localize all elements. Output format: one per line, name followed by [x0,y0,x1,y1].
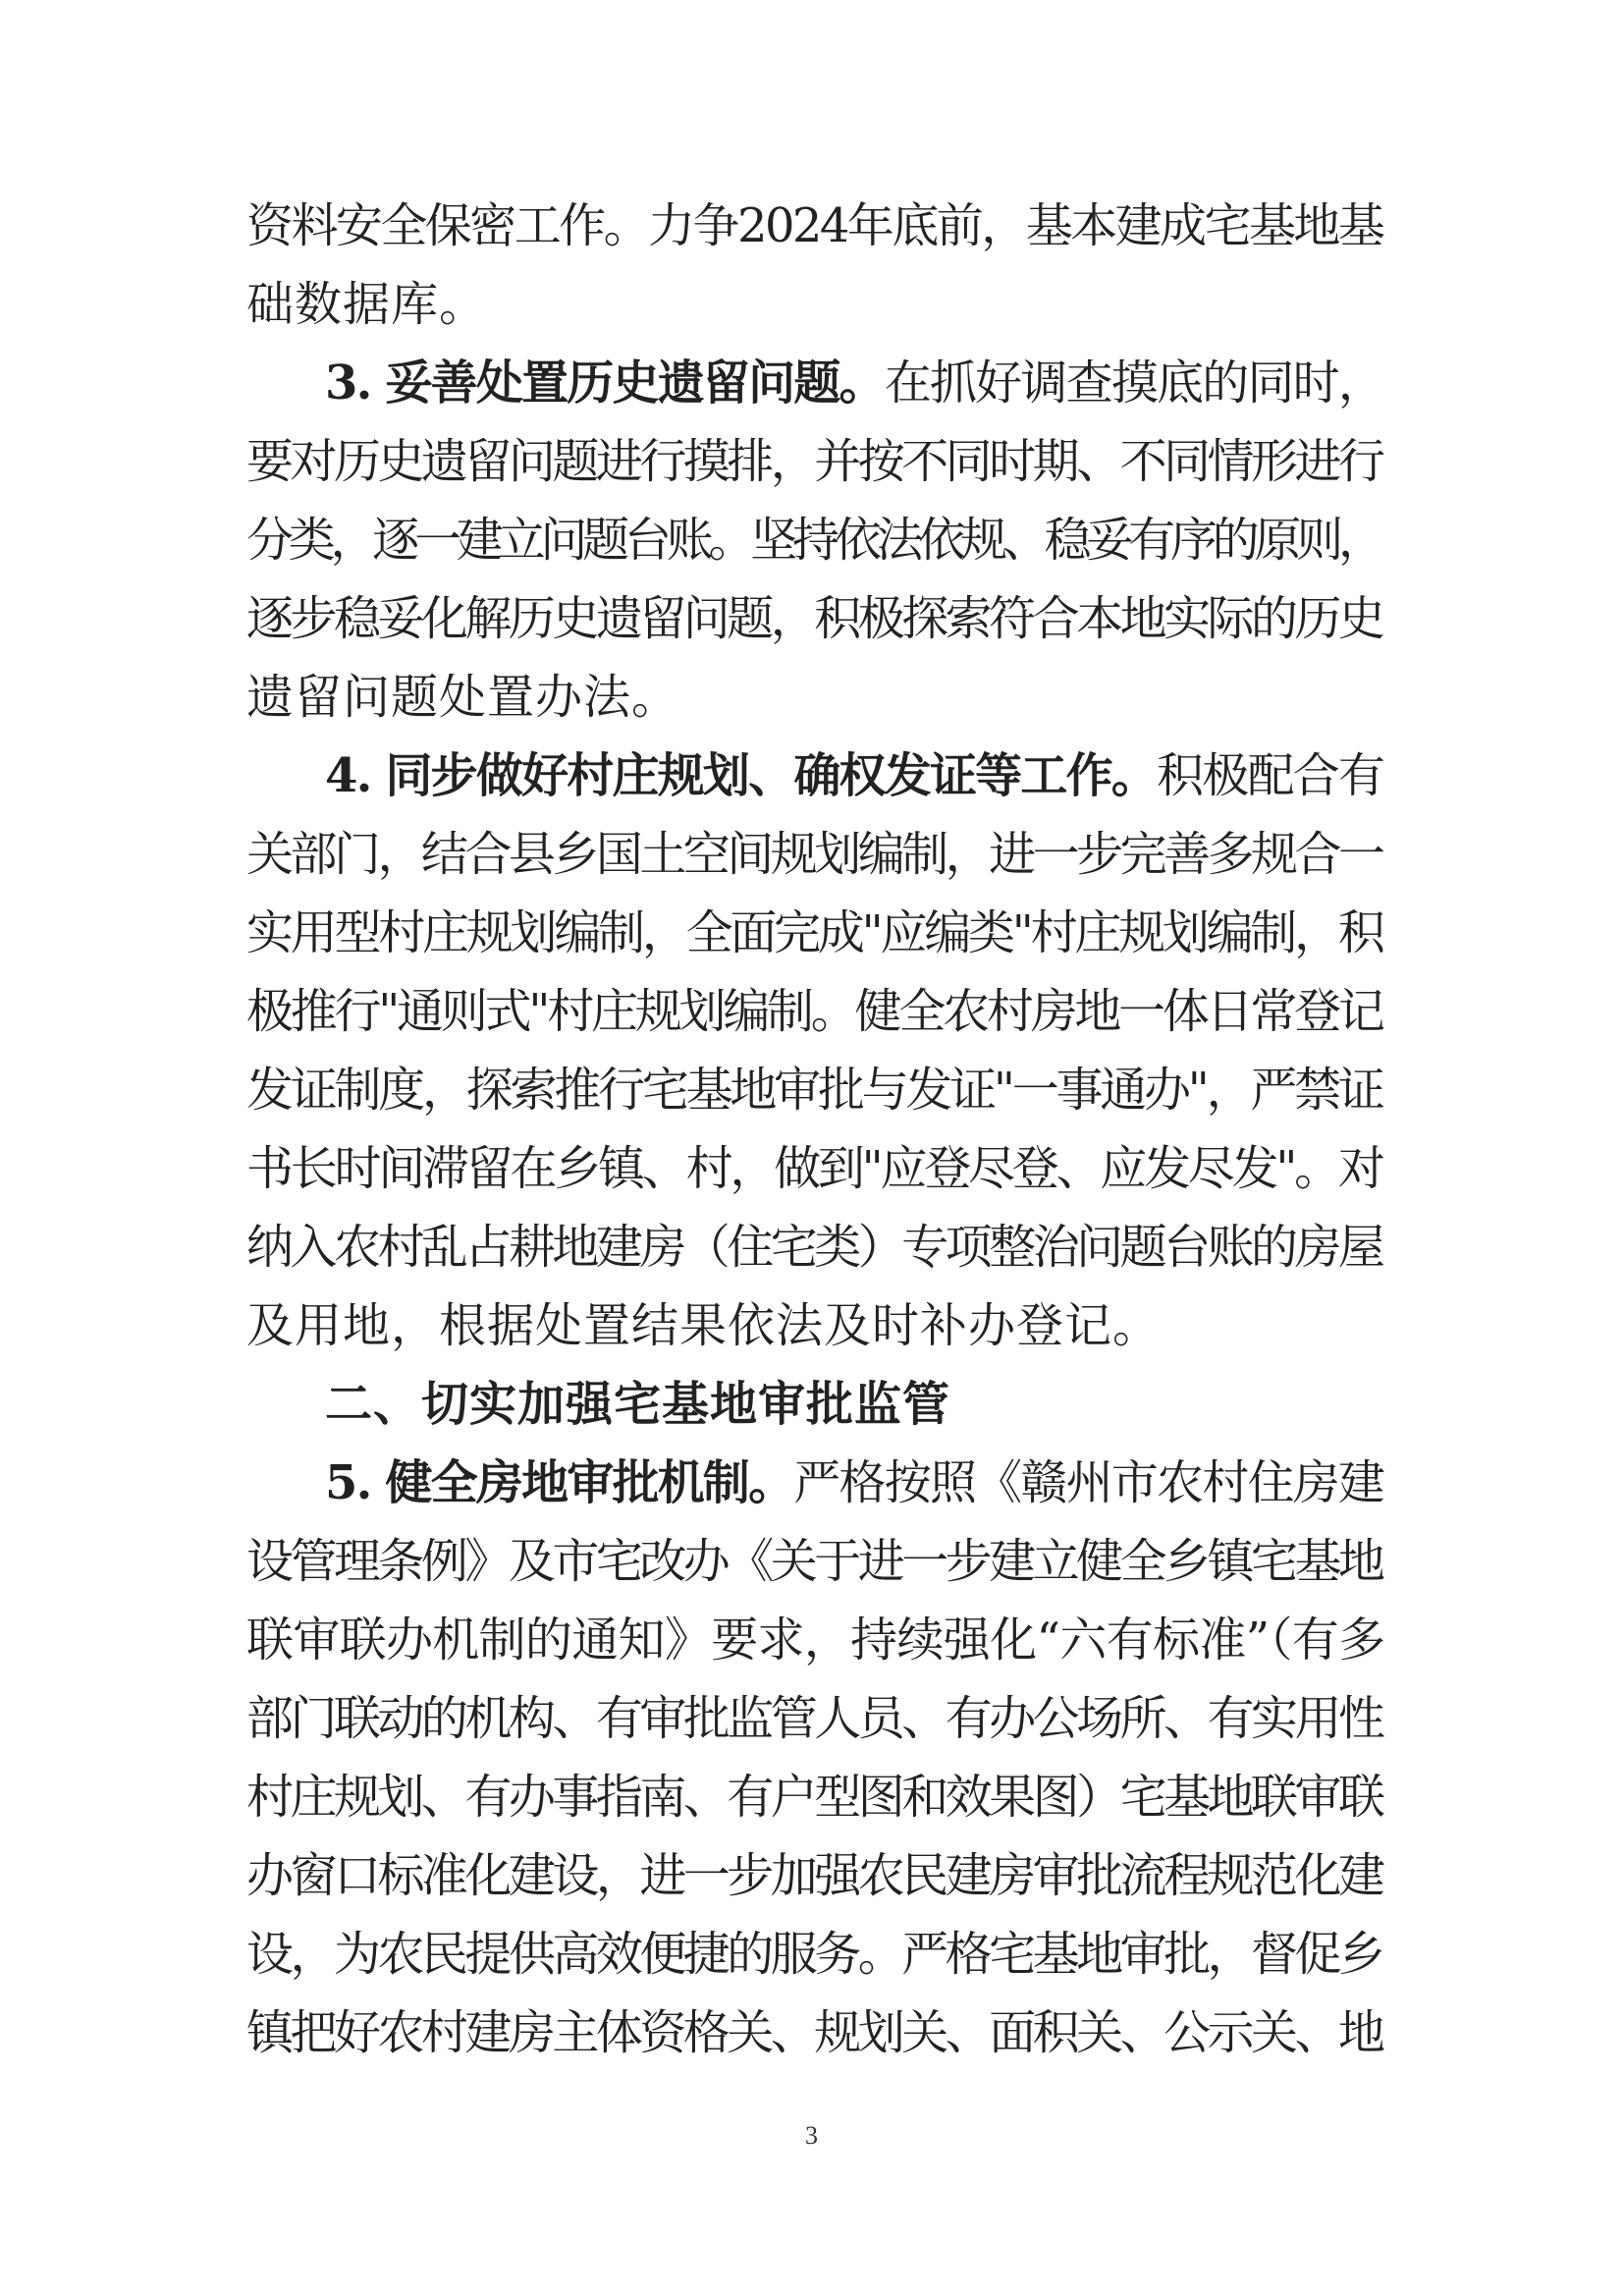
section-heading [246,1365,1385,1444]
text-line [246,422,1385,501]
text-line [246,187,1385,265]
line-text: 镇把好农村建房主体资格关、规划关、面积关、公示关、地 [246,2005,1382,2060]
paragraph-lead-line [246,344,1385,422]
line-text: 分类，逐一建立问题台账。坚持依法依规、稳妥有序的原则， [246,513,1380,568]
line-text: 积极配合有 [1157,748,1384,803]
paragraph-lead-line [246,1444,1385,1522]
text-line [246,1051,1385,1129]
text-line [246,894,1385,972]
text-line [246,658,1385,737]
text-line [246,1915,1385,1994]
line-text: 础数据库。 [246,277,488,332]
paragraph-lead: 5. 健全房地审批机制。 [325,1455,794,1510]
text-line [246,1836,1385,1915]
line-text: 资料安全保密工作。力争2024年底前，基本建成宅基地基 [246,198,1383,253]
line-text: 严格按照《赣州市农村住房建 [793,1455,1384,1510]
line-text: 联审联办机制的通知》要求，持续强化“六有标准”（有多 [246,1613,1385,1667]
line-text: 部门联动的机构、有审批监管人员、有办公场所、有实用性 [246,1691,1382,1746]
text-line [246,579,1385,658]
text-line [246,501,1385,579]
text-line [246,1522,1385,1601]
line-text: 遗留问题处置办法。 [246,670,680,725]
text-line [246,1758,1385,1836]
text-line [246,265,1385,344]
text-line [246,1601,1385,1679]
page-number: 3 [805,2121,818,2150]
text-line [246,1994,1385,2072]
line-text: 办窗口标准化建设，进一步加强农民建房审批流程规范化建 [246,1848,1382,1903]
line-text: 逐步稳妥化解历史遗留问题，积极探索符合本地实际的历史 [246,591,1382,646]
line-text: 设管理条例》及市宅改办《关于进一步建立健全乡镇宅基地 [246,1534,1382,1589]
text-line [246,972,1385,1051]
line-text: 设，为农民提供高效便捷的服务。严格宅基地审批，督促乡 [246,1927,1382,1982]
line-text: 实用型村庄规划编制，全面完成"应编类"村庄规划编制，积 [246,905,1382,960]
paragraph-lead: 4. 同步做好村庄规划、确权发证等工作。 [325,748,1158,803]
paragraph-lead: 3. 妥善处置历史遗留问题。 [325,355,885,410]
line-text: 及用地，根据处置结果依法及时补办登记。 [246,1298,1162,1353]
text-line [246,1679,1385,1758]
text-line [246,1129,1385,1208]
line-text: 书长时间滞留在乡镇、村，做到"应登尽登、应发尽发"。对 [246,1141,1382,1196]
section-heading-text: 二、切实加强宅基地审批监管 [325,1377,951,1432]
line-text: 在抓好调查摸底的同时， [884,355,1384,410]
text-line [246,815,1385,894]
line-text: 关部门，结合县乡国土空间规划编制，进一步完善多规合一 [246,827,1382,882]
text-line [246,1286,1385,1365]
line-text: 极推行"通则式"村庄规划编制。健全农村房地一体日常登记 [246,984,1382,1039]
text-line [246,1208,1385,1286]
line-text: 要对历史遗留问题进行摸排，并按不同时期、不同情形进行 [246,434,1382,489]
line-text: 纳入农村乱占耕地建房（住宅类）专项整治问题台账的房屋 [246,1220,1382,1275]
line-text: 村庄规划、有办事指南、有户型图和效果图）宅基地联审联 [246,1770,1382,1825]
paragraph-lead-line [246,737,1385,815]
line-text: 发证制度，探索推行宅基地审批与发证"一事通办"，严禁证 [246,1063,1382,1118]
